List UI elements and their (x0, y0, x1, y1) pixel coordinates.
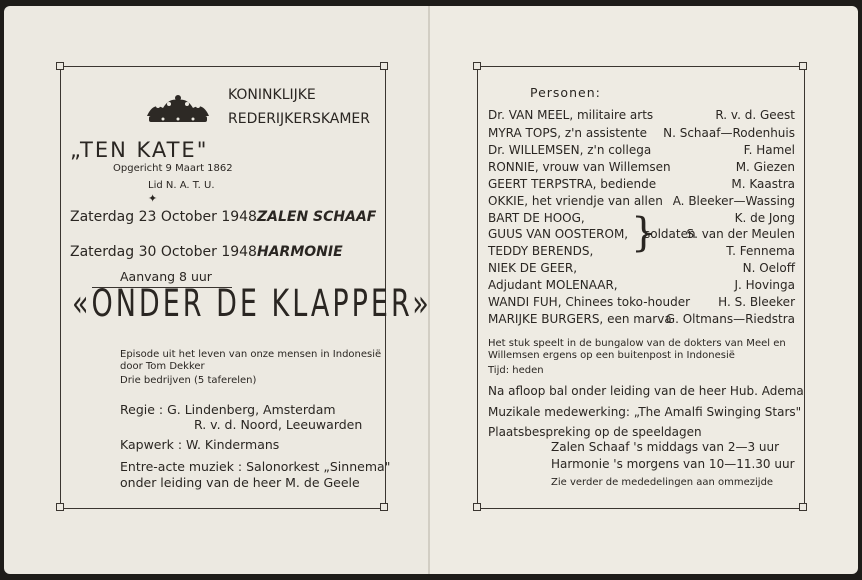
org-line2: REDERIJKERSKAMER (228, 111, 370, 127)
cast-role: GUUS VAN OOSTEROM, (488, 227, 629, 241)
cast-actor: N. Schaaf—Rodenhuis (663, 126, 795, 140)
kapwerk-line: Kapwerk : W. Kindermans (120, 437, 280, 452)
cast-role: TEDDY BERENDS, (488, 244, 594, 258)
corner-ornament (473, 503, 481, 511)
corner-ornament (799, 62, 807, 70)
corner-ornament (473, 62, 481, 70)
brace-icon: } (631, 210, 657, 256)
booking-line: Plaatsbespreking op de speeldagen (488, 425, 702, 439)
corner-ornament (799, 503, 807, 511)
entracte-line-2: onder leiding van de heer M. de Geele (120, 475, 360, 490)
cast-role: BART DE HOOG, (488, 211, 585, 225)
cast-actor: M. Giezen (735, 160, 795, 174)
corner-ornament (56, 503, 64, 511)
corner-ornament (380, 503, 388, 511)
cast-actor: M. Kaastra (731, 177, 795, 191)
cast-role: OKKIE, het vriendje van allen (488, 194, 663, 208)
cast-actor: R. v. d. Geest (715, 108, 795, 122)
cast-role: Dr. WILLEMSEN, z'n collega (488, 143, 652, 157)
cast-role: GEERT TERPSTRA, bediende (488, 177, 657, 191)
soldaten-label: soldaten (644, 227, 696, 241)
cast-actor: H. S. Bleeker (718, 295, 795, 309)
cast-role: NIEK DE GEER, (488, 261, 578, 275)
start-time: Aanvang 8 uur (120, 269, 212, 284)
founded-text: Opgericht 9 Maart 1862 (113, 163, 233, 174)
subtitle-1: Episode uit het leven van onze mensen in Indonesië (120, 349, 382, 360)
cast-actor: F. Hamel (743, 143, 795, 157)
cast-actor: N. Oeloff (742, 261, 795, 275)
cast-role: RONNIE, vrouw van Willemsen (488, 160, 671, 174)
subtitle-3: Drie bedrijven (5 taferelen) (120, 375, 257, 386)
setting-line-1: Het stuk speelt in de bungalow van de dokters van Meel en (488, 338, 786, 349)
see-overleaf: Zie verder de mededelingen aan ommezijde (551, 477, 774, 488)
corner-ornament (380, 62, 388, 70)
cast-actor: G. Oltmans—Riedstra (665, 312, 795, 326)
performance-date-1: Zaterdag 23 October 1948 (70, 209, 257, 225)
performance-date-2: Zaterdag 30 October 1948 (70, 244, 257, 260)
cast-actor: T. Fennema (726, 244, 795, 258)
play-title: «ONDER DE KLAPPER» (72, 282, 432, 326)
cast-role: Dr. VAN MEEL, militaire arts (488, 108, 654, 122)
ornament-icon: ✦ (148, 192, 158, 205)
cast-actor: J. Hovinga (734, 278, 795, 292)
cast-actor: S. van der Meulen (686, 227, 795, 241)
cast-role: MARIJKE BURGERS, een marva (488, 312, 672, 326)
crown-icon (143, 94, 213, 126)
cast-role: WANDI FUH, Chinees toko-houder (488, 295, 691, 309)
booking-schaaf: Zalen Schaaf 's middags van 2—3 uur (551, 440, 780, 454)
ball-line: Na afloop bal onder leiding van de heer Hub. Adema (488, 384, 804, 398)
performance-venue-2: HARMONIE (257, 244, 343, 260)
cast-role: MYRA TOPS, z'n assistente (488, 126, 648, 140)
member-text: Lid N. A. T. U. (148, 180, 215, 191)
subtitle-2: door Tom Dekker (120, 361, 205, 372)
regie-line-2: R. v. d. Noord, Leeuwarden (194, 417, 363, 432)
booking-harmonie: Harmonie 's morgens van 10—11.30 uur (551, 457, 795, 471)
performance-venue-1: ZALEN SCHAAF (257, 209, 377, 225)
cast-heading: Personen: (530, 85, 601, 100)
cast-role: Adjudant MOLENAAR, (488, 278, 618, 292)
corner-ornament (56, 62, 64, 70)
entracte-line-1: Entre-acte muziek : Salonorkest „Sinnema" (120, 459, 391, 474)
time-line: Tijd: heden (488, 365, 544, 376)
org-line1: KONINKLIJKE (228, 87, 316, 103)
society-name: „TEN KATE" (70, 138, 209, 162)
regie-line-1: Regie : G. Lindenberg, Amsterdam (120, 402, 336, 417)
cast-actor: K. de Jong (734, 211, 795, 225)
cast-actor: A. Bleeker—Wassing (672, 194, 795, 208)
music-line: Muzikale medewerking: „The Amalfi Swinging Stars" (488, 405, 802, 419)
setting-line-2: Willemsen ergens op een buitenpost in Indonesië (488, 350, 735, 361)
